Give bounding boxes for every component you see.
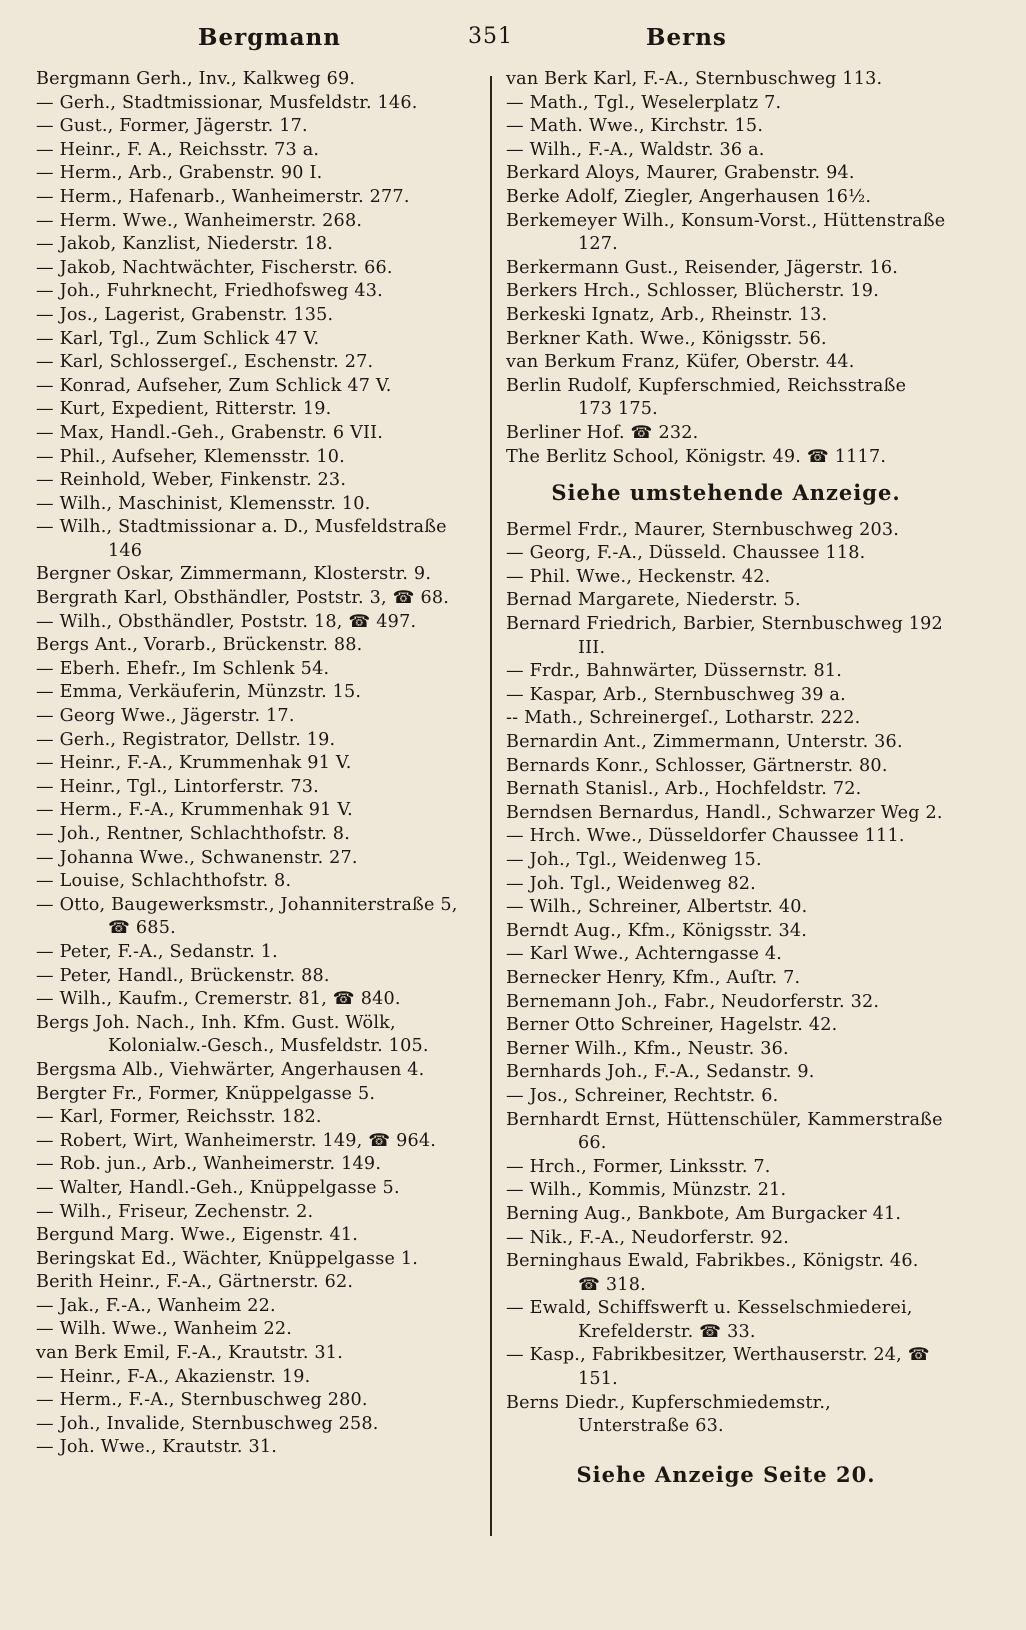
directory-entry: Beringskat Ed., Wächter, Knüppelgasse 1. xyxy=(36,1248,419,1269)
directory-entry: — Gerh., Registrator, Dellstr. 19. xyxy=(36,729,336,750)
directory-entry: -- Math., Schreinergeſ., Lotharstr. 222. xyxy=(506,708,861,729)
directory-entry: Bernard Friedrich, Barbier, Sternbuschweg 192 III. xyxy=(506,614,943,658)
directory-entry: Bernhardt Ernst, Hüttenschüler, Kammerstraße 66. xyxy=(506,1109,943,1154)
directory-entry: — Otto, Baugewerksmstr., Johanniterstraße 5, ☎ 685. xyxy=(36,894,458,939)
directory-entry: — Wilh. Wwe., Wanheim 22. xyxy=(36,1319,293,1340)
notice-see-ad-page: Siehe Anzeige Seite 20. xyxy=(576,1461,876,1487)
directory-entry: — Heinr., F. A., Reichsstr. 73 a. xyxy=(36,139,320,160)
directory-entry: — Karl Wwe., Achterngasse 4. xyxy=(506,944,783,965)
directory-entry: Berning Aug., Bankbote, Am Burgacker 41. xyxy=(506,1203,902,1224)
left-column xyxy=(36,68,482,1460)
directory-entry: — Wilh., Obsthändler, Poststr. 18, ☎ 497. xyxy=(36,611,417,632)
directory-entry: Berke Adolf, Ziegler, Angerhausen 16½. xyxy=(506,186,872,207)
directory-entry: — Louise, Schlachthofstr. 8. xyxy=(36,871,292,892)
directory-entry: — Reinhold, Weber, Finkenstr. 23. xyxy=(36,470,347,491)
header-right-keyword: Berns xyxy=(646,24,727,51)
directory-entry: Bernath Stanisl., Arb., Hochfeldstr. 72. xyxy=(506,779,862,800)
directory-entry: — Wilh., F.-A., Waldstr. 36 a. xyxy=(506,139,765,160)
directory-entry: — Georg, F.-A., Düsseld. Chaussee 118. xyxy=(506,543,866,564)
directory-entry: — Karl, Tgl., Zum Schlick 47 V. xyxy=(36,328,320,349)
directory-entry: Berkemeyer Wilh., Konsum-Vorst., Hüttenstraße 127. xyxy=(506,210,946,255)
directory-entry: — Herm., F.-A., Sternbuschweg 280. xyxy=(36,1390,368,1411)
directory-entry: — Math., Tgl., Weselerplatz 7. xyxy=(506,92,782,113)
directory-entry: — Wilh., Friseur, Zechenstr. 2. xyxy=(36,1201,314,1222)
directory-entry: — Hrch. Wwe., Düsseldorfer Chaussee 111. xyxy=(506,826,905,847)
directory-entry: — Heinr., F-A., Akazienstr. 19. xyxy=(36,1366,311,1387)
directory-entry: Bernhards Joh., F.-A., Sedanstr. 9. xyxy=(506,1062,815,1083)
notice-see-adjacent-ad: Siehe umstehende Anzeige. xyxy=(551,480,901,506)
directory-entry: Berkner Kath. Wwe., Königsstr. 56. xyxy=(506,328,827,349)
directory-entry: — Phil. Wwe., Heckenstr. 42. xyxy=(506,566,771,587)
directory-entry: Bergsma Alb., Viehwärter, Angerhausen 4. xyxy=(36,1059,425,1080)
directory-entry: — Ewald, Schiffswerft u. Kesselschmiederei, Krefelderstr. ☎ 33. xyxy=(506,1298,913,1342)
directory-entry: — Kurt, Expedient, Ritterstr. 19. xyxy=(36,399,332,420)
directory-entry: — Jakob, Kanzlist, Niederstr. 18. xyxy=(36,234,334,255)
directory-entry: Berninghaus Ewald, Fabrikbes., Königstr. 46. ☎ 318. xyxy=(506,1251,919,1295)
directory-entry: Berith Heinr., F.-A., Gärtnerstr. 62. xyxy=(36,1272,354,1293)
right-column-bottom-entries xyxy=(506,519,946,1439)
directory-entry: — Robert, Wirt, Wanheimerstr. 149, ☎ 964. xyxy=(36,1130,437,1151)
directory-entry: Bernards Konr., Schlosser, Gärtnerstr. 80. xyxy=(506,755,888,776)
directory-entry: Bernad Margarete, Niederstr. 5. xyxy=(506,590,801,611)
directory-entry: — Jakob, Nachtwächter, Fischerstr. 66. xyxy=(36,257,393,278)
directory-entry: Bernecker Henry, Kfm., Auſtr. 7. xyxy=(506,967,801,988)
directory-entry: — Gust., Former, Jägerstr. 17. xyxy=(36,116,308,137)
directory-entry: — Frdr., Bahnwärter, Düssernstr. 81. xyxy=(506,661,843,682)
directory-entry: — Jos., Schreiner, Rechtstr. 6. xyxy=(506,1085,779,1106)
directory-entry: Berns Diedr., Kupferschmiedemstr., Unterstraße 63. xyxy=(506,1392,831,1437)
directory-entry: Berner Otto Schreiner, Hagelstr. 42. xyxy=(506,1015,838,1036)
directory-entry: — Heinr., F.-A., Krummenhak 91 V. xyxy=(36,753,352,774)
directory-entry: — Joh., Rentner, Schlachthofstr. 8. xyxy=(36,824,350,844)
directory-entry: van Berk Emil, F.-A., Krautstr. 31. xyxy=(36,1343,343,1364)
page-header xyxy=(0,20,1026,64)
directory-entry: Bergner Oskar, Zimmermann, Klosterstr. 9. xyxy=(36,564,432,585)
directory-entry: — Gerh., Stadtmissionar, Musfeldstr. 146. xyxy=(36,92,418,113)
directory-entry: — Jak., F.-A., Wanheim 22. xyxy=(36,1295,276,1316)
directory-entry: Bergter Fr., Former, Knüppelgasse 5. xyxy=(36,1083,376,1104)
directory-entry: — Kasp., Fabrikbesitzer, Werthauserstr. 24, ☎ 151. xyxy=(506,1345,930,1390)
directory-entry: — Joh., Invalide, Sternbuschweg 258. xyxy=(36,1413,379,1434)
directory-entry: Berndsen Bernardus, Handl., Schwarzer Weg 2. xyxy=(506,802,943,823)
directory-entry: Berner Wilh., Kfm., Neustr. 36. xyxy=(506,1038,789,1059)
directory-entry: — Eberh. Ehefr., Im Schlenk 54. xyxy=(36,658,330,679)
page-number: 351 xyxy=(468,24,513,49)
directory-entry: Bergrath Karl, Obsthändler, Poststr. 3, ☎ 68. xyxy=(36,588,450,609)
directory-entry: — Herm., Arb., Grabenstr. 90 I. xyxy=(36,163,323,184)
directory-entry: — Karl, Former, Reichsstr. 182. xyxy=(36,1107,322,1128)
directory-entry: — Wilh., Kaufm., Cremerstr. 81, ☎ 840. xyxy=(36,989,401,1010)
directory-entry: — Jos., Lagerist, Grabenstr. 135. xyxy=(36,304,334,325)
directory-entry: — Phil., Aufseher, Klemensstr. 10. xyxy=(36,446,345,467)
directory-entry: Bergmann Gerh., Inv., Kalkweg 69. xyxy=(36,69,356,89)
directory-entry: — Peter, Handl., Brückenstr. 88. xyxy=(36,965,330,986)
directory-entry: — Joh., Fuhrknecht, Friedhofsweg 43. xyxy=(36,281,383,302)
directory-entry: — Wilh., Maschinist, Klemensstr. 10. xyxy=(36,493,371,514)
directory-entry: — Nik., F.-A., Neudorferstr. 92. xyxy=(506,1227,790,1248)
directory-entry: — Joh., Tgl., Weidenweg 15. xyxy=(506,850,762,870)
directory-entry: — Wilh., Schreiner, Albertstr. 40. xyxy=(506,897,808,918)
directory-entry: Berkard Aloys, Maurer, Grabenstr. 94. xyxy=(506,163,855,184)
directory-entry: van Berkum Franz, Küfer, Oberstr. 44. xyxy=(506,352,855,373)
directory-entry: Berkermann Gust., Reisender, Jägerstr. 16. xyxy=(506,257,899,278)
directory-entry: — Konrad, Aufseher, Zum Schlick 47 V. xyxy=(36,375,392,396)
directory-entry: — Georg Wwe., Jägerstr. 17. xyxy=(36,706,295,727)
directory-entry: — Hrch., Former, Linksstr. 7. xyxy=(506,1156,771,1177)
directory-entry: Bergund Marg. Wwe., Eigenstr. 41. xyxy=(36,1225,359,1246)
directory-entry: — Rob. jun., Arb., Wanheimerstr. 149. xyxy=(36,1154,382,1175)
directory-entry: Berkers Hrch., Schlosser, Blücherstr. 19. xyxy=(506,281,879,302)
directory-entry: — Herm. Wwe., Wanheimerstr. 268. xyxy=(36,210,363,231)
directory-entry: — Max, Handl.-Geh., Grabenstr. 6 VII. xyxy=(36,422,384,443)
directory-entry: Berkeski Ignatz, Arb., Rheinstr. 13. xyxy=(506,304,828,325)
directory-entry: The Berlitz School, Königstr. 49. ☎ 1117. xyxy=(506,446,887,467)
header-left-keyword: Bergmann xyxy=(198,24,341,51)
directory-entry: Bernardin Ant., Zimmermann, Unterstr. 36. xyxy=(506,732,903,753)
right-column xyxy=(506,68,946,1500)
directory-entry: van Berk Karl, F.-A., Sternbuschweg 113. xyxy=(506,69,883,89)
directory-entry: Berndt Aug., Kfm., Königsstr. 34. xyxy=(506,920,808,941)
directory-entry: Bergs Ant., Vorarb., Brückenstr. 88. xyxy=(36,635,363,656)
directory-entry: — Joh. Tgl., Weidenweg 82. xyxy=(506,873,756,894)
right-column-top-entries xyxy=(506,68,946,469)
directory-entry: — Walter, Handl.-Geh., Knüppelgasse 5. xyxy=(36,1177,400,1198)
directory-entry: — Peter, F.-A., Sedanstr. 1. xyxy=(36,941,278,962)
directory-entry: — Heinr., Tgl., Lintorferstr. 73. xyxy=(36,776,319,797)
directory-entry: — Herm., Hafenarb., Wanheimerstr. 277. xyxy=(36,186,410,207)
directory-entry: — Joh. Wwe., Krautstr. 31. xyxy=(36,1437,278,1458)
directory-entry: Berlin Rudolf, Kupferschmied, Reichsstraße 173 175. xyxy=(506,375,907,420)
directory-entry: Berliner Hof. ☎ 232. xyxy=(506,422,699,443)
directory-entry: — Kaspar, Arb., Sternbuschweg 39 a. xyxy=(506,684,846,705)
directory-entry: — Wilh., Stadtmissionar a. D., Musfeldstraße 146 xyxy=(36,517,447,561)
directory-entry: Bernemann Joh., Fabr., Neudorferstr. 32. xyxy=(506,991,880,1012)
directory-entry: — Emma, Verkäuferin, Münzstr. 15. xyxy=(36,682,362,703)
directory-entry: — Johanna Wwe., Schwanenstr. 27. xyxy=(36,847,358,868)
directory-entry: — Math. Wwe., Kirchstr. 15. xyxy=(506,116,764,137)
directory-entry: Bergs Joh. Nach., Inh. Kfm. Gust. Wölk, Kolonialw.-Gesch., Musfeldstr. 105. xyxy=(36,1012,429,1057)
directory-entry: — Wilh., Kommis, Münzstr. 21. xyxy=(506,1180,787,1201)
directory-entry: Bermel Frdr., Maurer, Sternbuschweg 203. xyxy=(506,519,900,540)
directory-entry: — Herm., F.-A., Krummenhak 91 V. xyxy=(36,800,353,821)
directory-entry: — Karl, Schlossergeſ., Eschenstr. 27. xyxy=(36,352,374,373)
column-divider xyxy=(490,76,492,1536)
